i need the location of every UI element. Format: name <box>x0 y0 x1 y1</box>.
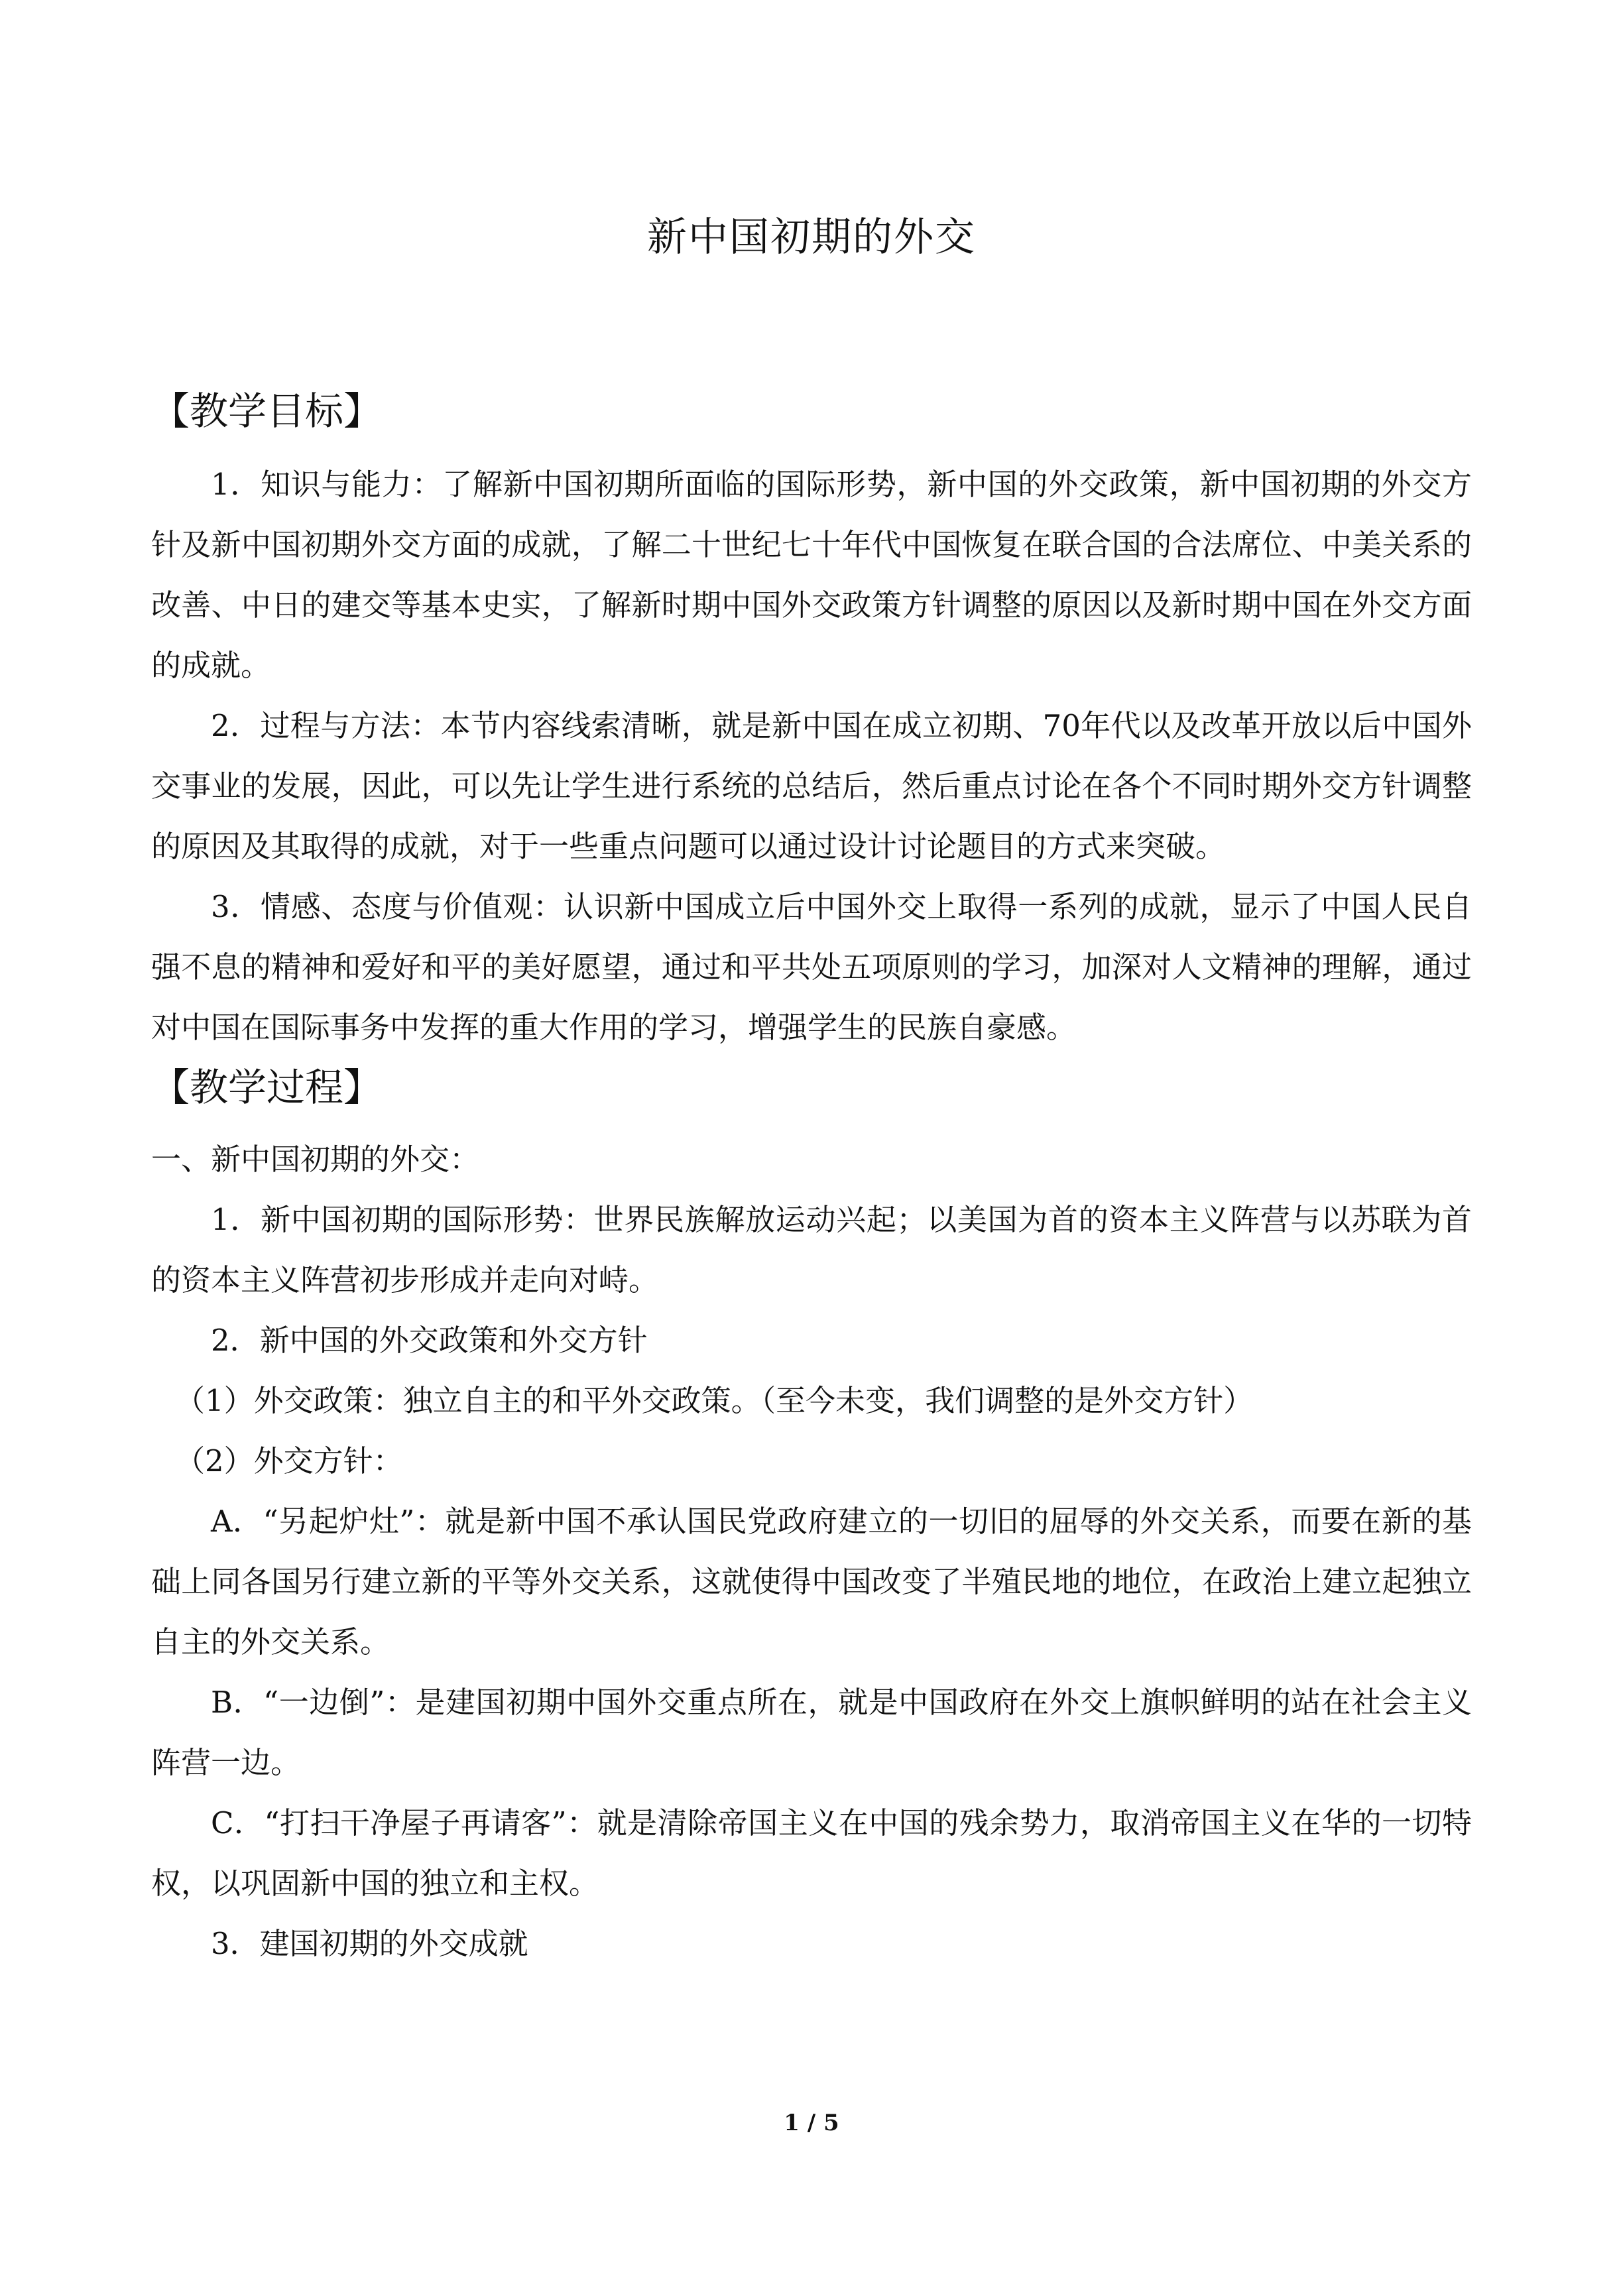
process-item-2: 2．新中国的外交政策和外交方针 <box>211 1323 648 1358</box>
process-item-2-2: （2）外交方针： <box>175 1443 403 1479</box>
process-item-b: B．“一边倒”：是建国初期中国外交重点所在，就是中国政府在外交上旗帜鲜明的站在社会主义阵营一边。 <box>151 1685 1472 1780</box>
process-item-1: 1．新中国初期的国际形势：世界民族解放运动兴起；以美国为首的资本主义阵营与以苏联为首的资本主义阵营初步形成并走向对峙。 <box>151 1202 1472 1298</box>
page-number: 1 / 5 <box>784 2110 839 2136</box>
process-item-2-1: （1）外交政策：独立自主的和平外交政策。（至今未变，我们调整的是外交方针） <box>175 1383 1254 1418</box>
section-heading-process: 【教学过程】 <box>151 1065 383 1110</box>
document-body <box>151 381 1472 1974</box>
page-title: 新中国初期的外交 <box>647 214 976 261</box>
objective-paragraph-2: 2．过程与方法：本节内容线索清晰，就是新中国在成立初期、70年代以及改革开放以后中国外交事业的发展，因此，可以先让学生进行系统的总结后，然后重点讨论在各个不同时期外交方针调整的原因及其取得的成就，对于一些重点问题可以通过设计讨论题目的方式来突破。 <box>151 708 1472 864</box>
objective-paragraph-3: 3．情感、态度与价值观：认识新中国成立后中国外交上取得一系列的成就，显示了中国人民自强不息的精神和爱好和平的美好愿望，通过和平共处五项原则的学习，加深对人文精神的理解，通过对中国在国际事务中发挥的重大作用的学习，增强学生的民族自豪感。 <box>151 889 1472 1045</box>
process-item-a: A．“另起炉灶”：就是新中国不承认国民党政府建立的一切旧的屈辱的外交关系，而要在新的基础上同各国另行建立新的平等外交关系，这就使得中国改变了半殖民地的地位，在政治上建立起独立自主的外交关系。 <box>151 1504 1472 1660</box>
section-heading-objectives: 【教学目标】 <box>151 389 383 434</box>
process-part1-title: 一、新中国初期的外交： <box>151 1142 480 1177</box>
process-item-c: C．“打扫干净屋子再请客”：就是清除帝国主义在中国的残余势力，取消帝国主义在华的一切特权，以巩固新中国的独立和主权。 <box>151 1805 1472 1901</box>
process-item-3: 3．建国初期的外交成就 <box>211 1926 528 1961</box>
objective-paragraph-1: 1．知识与能力：了解新中国初期所面临的国际形势，新中国的外交政策，新中国初期的外交方针及新中国初期外交方面的成就，了解二十世纪七十年代中国恢复在联合国的合法席位、中美关系的改善、中日的建交等基本史实，了解新时期中国外交政策方针调整的原因以及新时期中国在外交方面的成就。 <box>151 467 1472 683</box>
